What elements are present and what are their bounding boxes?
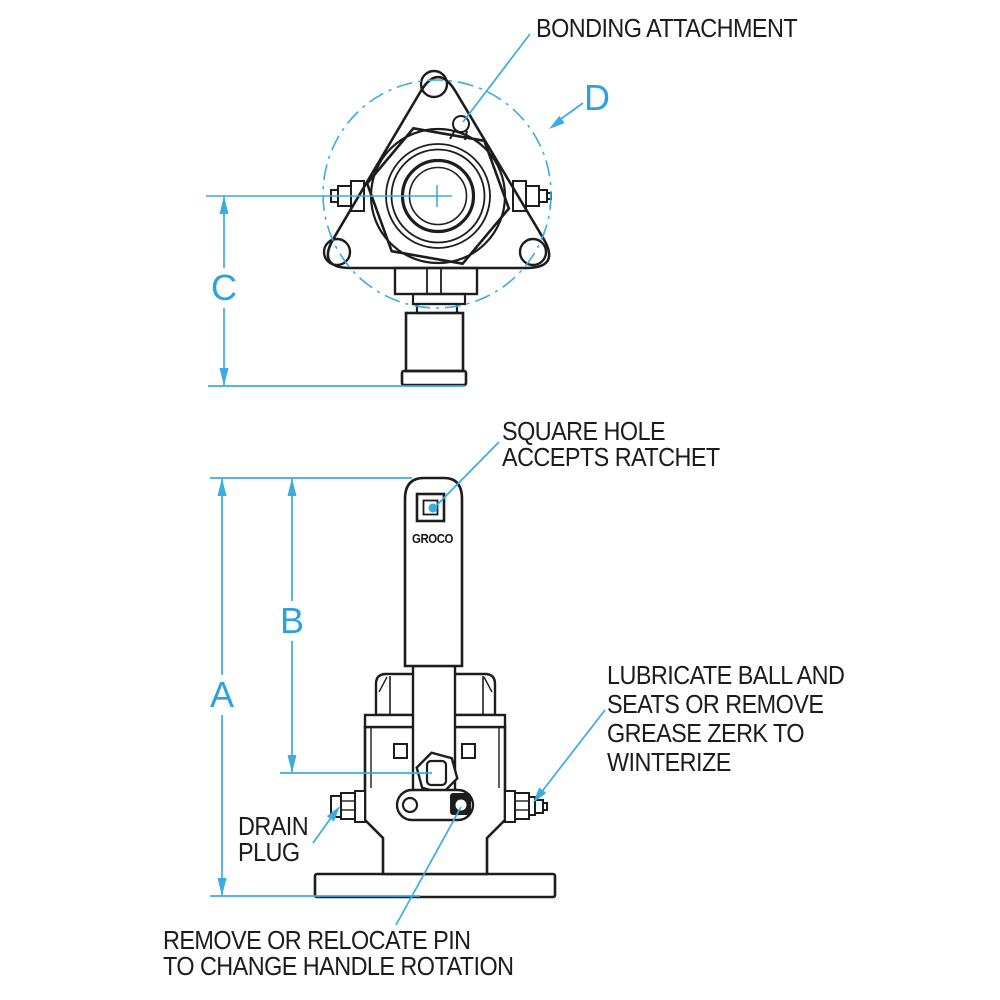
bonding-attachment-label: BONDING ATTACHMENT	[536, 13, 798, 43]
square-hole-label-line1: SQUARE HOLE	[502, 416, 666, 446]
pin-label-line1: REMOVE OR RELOCATE PIN	[163, 925, 471, 955]
leader-bonding	[463, 34, 530, 122]
lubricate-label-line4: WINTERIZE	[607, 747, 731, 777]
pin-label-line2: TO CHANGE HANDLE ROTATION	[163, 951, 514, 981]
lubricate-label-line1: LUBRICATE BALL AND	[607, 660, 845, 690]
dim-b-label: B	[275, 601, 309, 641]
stem-stack	[395, 268, 477, 385]
pin-hole-right	[456, 800, 467, 811]
drain-plug-fitting	[331, 791, 365, 822]
dim-d-label: D	[584, 77, 610, 118]
leader-drain	[313, 806, 340, 843]
flange-outline	[328, 77, 549, 268]
dim-c-label: C	[206, 268, 242, 308]
pin-hole-left	[403, 798, 417, 812]
drain-plug-label-line1: DRAIN	[238, 811, 309, 841]
drain-plug-label-line2: PLUG	[238, 837, 300, 867]
square-hole-label-line2: ACCEPTS RATCHET	[502, 442, 720, 472]
lubricate-label-line2: SEATS OR REMOVE	[607, 689, 824, 719]
base-flange	[315, 874, 555, 897]
handle-end	[406, 313, 463, 371]
dim-a-label: A	[205, 675, 239, 715]
handle-end-cap	[402, 371, 466, 385]
lubricate-label	[607, 661, 844, 777]
handle-stop-right	[462, 744, 475, 758]
drain-plug-label	[238, 813, 308, 865]
leader-lubricate	[533, 710, 605, 803]
handle-stop-left	[394, 744, 407, 758]
square-hole-label	[502, 418, 720, 470]
top-view-references	[206, 80, 551, 308]
lubricate-label-line3: GREASE ZERK TO	[607, 718, 805, 748]
bolt-hole-right	[520, 239, 546, 265]
pin-label	[163, 927, 514, 979]
groco-logo: GROCO	[412, 531, 454, 546]
dim-d-arrow	[549, 103, 583, 129]
top-view-drawing	[324, 71, 551, 385]
